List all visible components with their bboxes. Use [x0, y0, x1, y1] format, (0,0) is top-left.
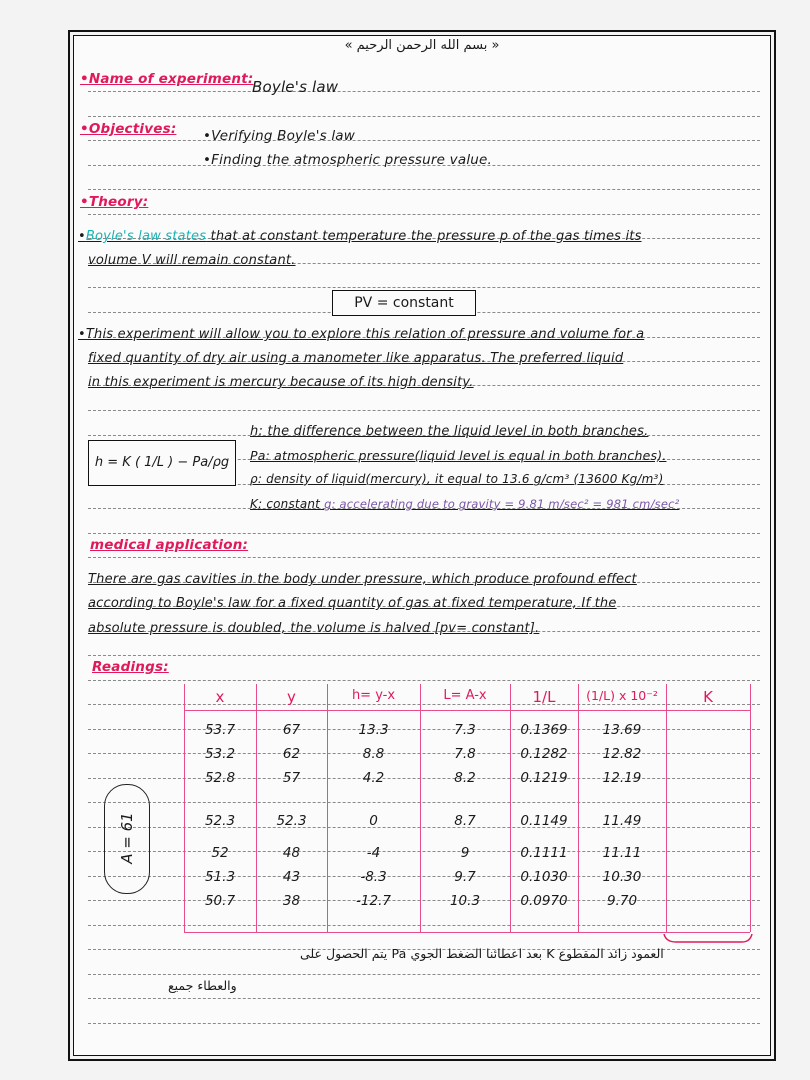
table-cell: 12.19: [602, 770, 642, 786]
rule-line: [88, 1023, 760, 1024]
table-cell: 11.49: [602, 813, 642, 829]
table-cell: 7.8: [454, 746, 476, 762]
formula-box: [88, 440, 236, 486]
equation-box: [332, 290, 476, 316]
objectives-label: •Objectives:: [80, 121, 177, 137]
rule-line: [88, 680, 760, 681]
definition-rho: ρ: density of liquid(mercury), it equal to 13.6 g/cm³ (13600 Kg/m³): [250, 472, 664, 486]
table-cell: 0.1219: [520, 770, 568, 786]
table-cell: 8.2: [454, 770, 476, 786]
table-cell: 0.1149: [520, 813, 568, 829]
table-cell: 51.3: [204, 869, 236, 885]
table-cell: 0.1369: [520, 722, 568, 738]
rule-line: [88, 802, 760, 803]
table-cell: 38: [282, 893, 301, 909]
column-header-scaled: (1/L) x 10⁻²: [586, 688, 658, 703]
column-header-y: y: [287, 688, 296, 706]
table-cell: 52.3: [204, 813, 236, 829]
medical-label: medical application:: [90, 537, 249, 553]
rule-line: [88, 998, 760, 999]
table-cell: -12.7: [356, 893, 391, 909]
theory-line-2: volume V will remain constant.: [88, 253, 296, 268]
table-cell: 43: [282, 869, 301, 885]
rule-line: [88, 974, 760, 975]
table-cell: 7.3: [454, 722, 476, 738]
table-cell: 11.11: [602, 845, 642, 861]
table-cell: 50.7: [204, 893, 236, 909]
table-cell: 53.7: [204, 722, 236, 738]
rule-line: [88, 655, 760, 656]
theory-line-1: •Boyle's law states that at constant temperature the pressure p of the gas times its: [78, 229, 642, 244]
table-cell: 67: [282, 722, 301, 738]
table-cell: 48: [282, 845, 301, 861]
experiment-label: •Name of experiment:: [80, 71, 254, 87]
rule-line: [88, 91, 760, 92]
table-cell: 10.3: [449, 893, 481, 909]
bracket-mark: [660, 932, 756, 948]
table-cell: 8.8: [362, 746, 385, 762]
table-cell: 0: [369, 813, 378, 829]
table-cell: 0.1030: [520, 869, 568, 885]
rule-line: [88, 116, 760, 117]
table-cell: 0.1111: [520, 845, 568, 861]
table-cell: 52.8: [204, 770, 236, 786]
equation-text: PV = constant: [354, 295, 454, 311]
arabic-note-line-2: والعطاء جميع: [168, 978, 237, 993]
rule-line: [88, 287, 760, 288]
definition-k-text: K: constant: [250, 497, 321, 511]
medical-line: There are gas cavities in the body under pressure, which produce profound effect: [88, 572, 637, 587]
table-cell: 0.1282: [520, 746, 568, 762]
table-cell: 53.2: [204, 746, 236, 762]
column-header-x: x: [215, 688, 225, 706]
rule-line: [88, 557, 760, 558]
definition-k: [250, 497, 679, 511]
rule-line: [88, 140, 760, 141]
table-cell: 13.69: [602, 722, 642, 738]
table-cell: -8.3: [360, 869, 387, 885]
table-cell: 0.0970: [520, 893, 568, 909]
theory-paragraph-line: fixed quantity of dry air using a manometer like apparatus. The preferred liquid: [88, 351, 624, 366]
theory-paragraph-line: in this experiment is mercury because of its high density.: [88, 375, 474, 390]
column-header-inverse-l: 1/L: [532, 688, 556, 706]
rule-line: [88, 533, 760, 534]
rule-line: [88, 189, 760, 190]
formula-text: h = K ( 1/L ) − Pa/ρg: [94, 455, 230, 470]
table-cell: 9: [460, 845, 470, 861]
table-cell: 52.3: [276, 813, 307, 829]
a-value-note: [104, 784, 150, 894]
medical-line: according to Boyle's law for a fixed quantity of gas at fixed temperature, If the: [88, 596, 617, 611]
table-cell: 9.7: [454, 869, 476, 885]
table-border: [666, 684, 667, 932]
boyles-law-term: Boyle's law states: [85, 229, 207, 244]
table-border: [184, 710, 750, 711]
rule-line: [88, 214, 760, 215]
table-cell: 62: [282, 746, 301, 762]
column-header-k: K: [703, 688, 713, 706]
definition-h: h: the difference between the liquid level in both branches.: [250, 424, 649, 439]
objective-item: •Finding the atmospheric pressure value.: [203, 152, 493, 168]
table-cell: 57: [282, 770, 301, 786]
rule-line: [88, 925, 760, 926]
medical-line: absolute pressure is doubled, the volume is halved [pv= constant].: [88, 621, 540, 636]
table-cell: 12.82: [602, 746, 642, 762]
readings-label: Readings:: [92, 659, 169, 675]
rule-line: [88, 410, 760, 411]
table-cell: 8.7: [454, 813, 476, 829]
theory-label: •Theory:: [80, 194, 149, 210]
table-cell: 52: [211, 845, 229, 861]
table-cell: 13.3: [358, 722, 389, 738]
table-cell: 4.2: [362, 770, 385, 786]
definition-pa: Pa: atmospheric pressure(liquid level is equal in both branches).: [250, 448, 667, 463]
objective-item: •Verifying Boyle's law: [203, 128, 355, 144]
table-cell: 9.70: [606, 893, 638, 909]
column-header-l: L= A-x: [443, 688, 487, 703]
column-header-h: h= y-x: [351, 688, 396, 703]
theory-paragraph-line: •This experiment will allow you to explore this relation of pressure and volume for a: [78, 327, 645, 342]
theory-line-1-rest: that at constant temperature the pressure p of the gas times its: [206, 229, 642, 244]
table-border: [750, 684, 751, 932]
notebook-page: [68, 30, 776, 1061]
table-cell: -4: [366, 845, 381, 861]
definition-g: g: accelerating due to gravity = 9.81 m/sec² = 981 cm/sec²: [324, 497, 680, 511]
table-cell: 10.30: [602, 869, 642, 885]
arabic-note-line-1: العمود زائد المقطوع K بعد اعطائنا الضغط الجوي Pa يتم الحصول على: [300, 946, 664, 961]
a-value-text: A = 61: [118, 812, 136, 864]
experiment-value: Boyle's law: [252, 78, 339, 96]
bismillah-header: « بسم الله الرحمن الرحيم »: [344, 38, 500, 53]
